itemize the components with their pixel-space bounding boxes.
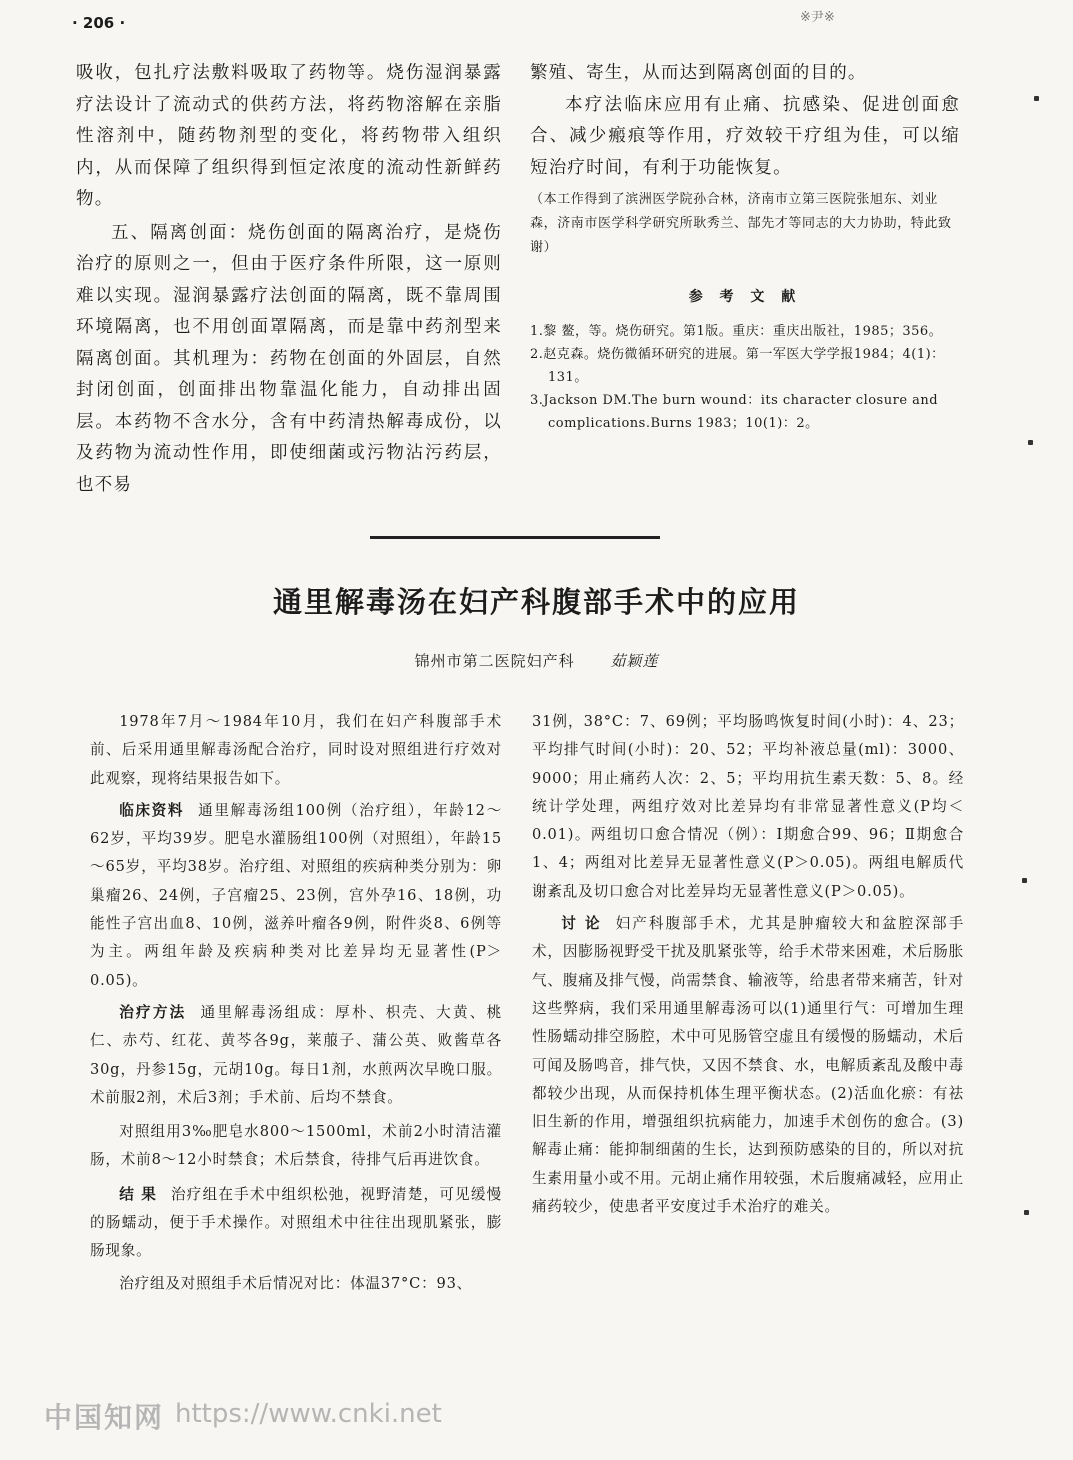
paragraph — [90, 1270, 502, 1298]
paragraph — [90, 999, 502, 1112]
paragraph: 吸收，包扎疗法敷料吸取了药物等。烧伤湿润暴露疗法设计了流动式的供药方法，将药物溶解在亲脂性溶剂中，随药物剂型的变化，将药物带入组织内，从而保障了组织得到恒定浓度的流动性新鲜药物。 — [76, 63, 502, 209]
author: 茹颖莲 — [610, 652, 659, 670]
paragraph-text: 通里解毒汤组100例（治疗组），年龄12～62岁，平均39岁。肥皂水灌肠组100例（对照组），年龄15～65岁，平均38岁。治疗组、对照组的疾病种类分别为：卵巢瘤26、24例，子宫瘤25、23例，宫外孕16、18例，功能性子宫出血8、10例，滋养叶瘤各9例，附件炎8、6例等为主。两组年龄及疾病种类对比差异均无显著性(P＞0.05)。 — [90, 801, 502, 989]
paragraph-text: 妇产科腹部手术，尤其是肿瘤较大和盆腔深部手术，因膨肠视野受干扰及肌紧张等，给手术带来困难，术后肠胀气、腹痛及排气慢，尚需禁食、输液等，给患者带来痛苦，针对这些弊病，我们采用通里解毒汤可以(1)通里行气：可增加生理性肠蠕动排空肠腔，术中可见肠管空虚且有缓慢的肠蠕动，术后可闻及肠鸣音，排气快，又因不禁食、水，电解质紊乱及酸中毒都较少出现，从而保持机体生理平衡状态。(2)活血化瘀：有祛旧生新的作用，增强组织抗病能力，加速手术创伤的愈合。(3)解毒止痛：能抑制细菌的生长，达到预防感染的目的，所以对抗生素用量小或不用。元胡止痛作用较强，术后腹痛减轻，应用止痛药较少，使患者平安度过手术治疗的难关。 — [532, 915, 964, 1216]
byline — [0, 650, 1073, 671]
references-list — [530, 320, 960, 435]
scan-speck — [1028, 440, 1033, 445]
paragraph — [90, 797, 502, 995]
section-head: 治疗方法 — [119, 1003, 187, 1021]
scan-speck — [1034, 96, 1039, 101]
paragraph — [532, 910, 964, 1221]
section-head: 临床资料 — [119, 801, 185, 819]
page-number: · 206 · — [72, 14, 126, 32]
paragraph-text: 1978年7月～1984年10月，我们在妇产科腹部手术前、后采用通里解毒汤配合治疗，同时设对照组进行疗效对此观察，现将结果报告如下。 — [90, 713, 502, 787]
article-title: 通里解毒汤在妇产科腹部手术中的应用 — [272, 585, 800, 619]
scan-speck — [1022, 878, 1027, 883]
cnki-url[interactable]: https://www.cnki.net — [175, 1399, 442, 1429]
paragraph: 繁殖、寄生，从而达到隔离创面的目的。 — [530, 63, 867, 83]
paragraph-text: 31例，38°C：7、69例；平均肠鸣恢复时间(小时)：4、23；平均排气时间(小时)：20、52；平均补液总量(ml)：3000、9000；用止痛药人次：2、5；平均用抗生素天数：5、8。经统计学处理，两组疗效对比差异均有非常显著性意义(P均＜0.01)。两组切口愈合情况（例）：Ⅰ期愈合99、96；Ⅱ期愈合1、4；两组对比差异无显著性意义(P＞0.05)。两组电解质代谢紊乱及切口愈合对比差异均无显著性意义(P＞0.05)。 — [532, 713, 964, 900]
top-left-column — [76, 58, 502, 501]
paragraph — [90, 1181, 502, 1266]
corner-stamp: ※尹※ — [800, 10, 835, 25]
scan-speck — [1024, 1210, 1029, 1215]
section-head: 讨 论 — [561, 915, 602, 933]
paragraph: 五、隔离创面：烧伤创面的隔离治疗，是烧伤治疗的原则之一，但由于医疗条件所限，这一原则难以实现。湿润暴露疗法创面的隔离，既不靠周围环境隔离，也不用创面罩隔离，而是靠中药剂型来隔离创面。其机理为：药物在创面的外固层，自然封闭创面，创面排出物靠温化能力，自动排出固层。本药物不含水分，含有中药清热解毒成份，以及药物为流动性作用，即使细菌或污物沾污药层，也不易 — [76, 222, 502, 495]
acknowledgement: （本工作得到了滨洲医学院孙合林，济南市立第三医院张旭东、刘业森，济南市医学科学研究所耿秀兰、郜先才等同志的大力协助，特此致谢） — [530, 192, 952, 255]
top-right-column — [530, 58, 960, 435]
paragraph — [90, 708, 502, 793]
paragraph — [532, 708, 964, 906]
section-divider — [370, 536, 660, 539]
affiliation: 锦州市第二医院妇产科 — [414, 652, 575, 670]
paragraph-text: 治疗组及对照组手术后情况对比：体温37°C：93、 — [119, 1274, 473, 1292]
paragraph-text: 对照组用3‰肥皂水800～1500ml，术前2小时清洁灌肠，术前8～12小时禁食；术后禁食，待排气后再进饮食。 — [90, 1123, 502, 1169]
paragraph-text: 治疗组在手术中组织松弛，视野清楚，可见缓慢的肠蠕动，便于手术操作。对照组术中往往出现肌紧张，膨肠现象。 — [90, 1185, 502, 1260]
bottom-left-column — [90, 708, 502, 1298]
reference-item: 3.Jackson DM.The burn wound：its character closure and complications.Burns 1983；10(1)：2。 — [530, 393, 939, 431]
reference-item: 1.黎 鳌，等。烧伤研究。第1版。重庆：重庆出版社，1985；356。 — [530, 324, 943, 339]
section-head: 结 果 — [119, 1185, 158, 1203]
references-title: 参 考 文 献 — [688, 289, 802, 305]
paragraph — [90, 1118, 502, 1175]
paragraph-text: 通里解毒汤组成：厚朴、枳壳、大黄、桃仁、赤芍、红花、黄芩各9g，莱菔子、蒲公英、败酱草各30g，丹参15g，元胡10g。每日1剂，水煎两次早晚口服。术前服2剂，术后3剂；手术前、后均不禁食。 — [90, 1003, 503, 1106]
paragraph: 本疗法临床应用有止痛、抗感染、促进创面愈合、减少瘢痕等作用，疗效较干疗组为佳，可以缩短治疗时间，有利于功能恢复。 — [530, 94, 960, 178]
bottom-right-column — [532, 708, 964, 1221]
reference-item: 2.赵克森。烧伤微循环研究的进展。第一军医大学学报1984；4(1)：131。 — [530, 347, 945, 385]
cnki-logo: 中国知网 — [44, 1401, 165, 1434]
